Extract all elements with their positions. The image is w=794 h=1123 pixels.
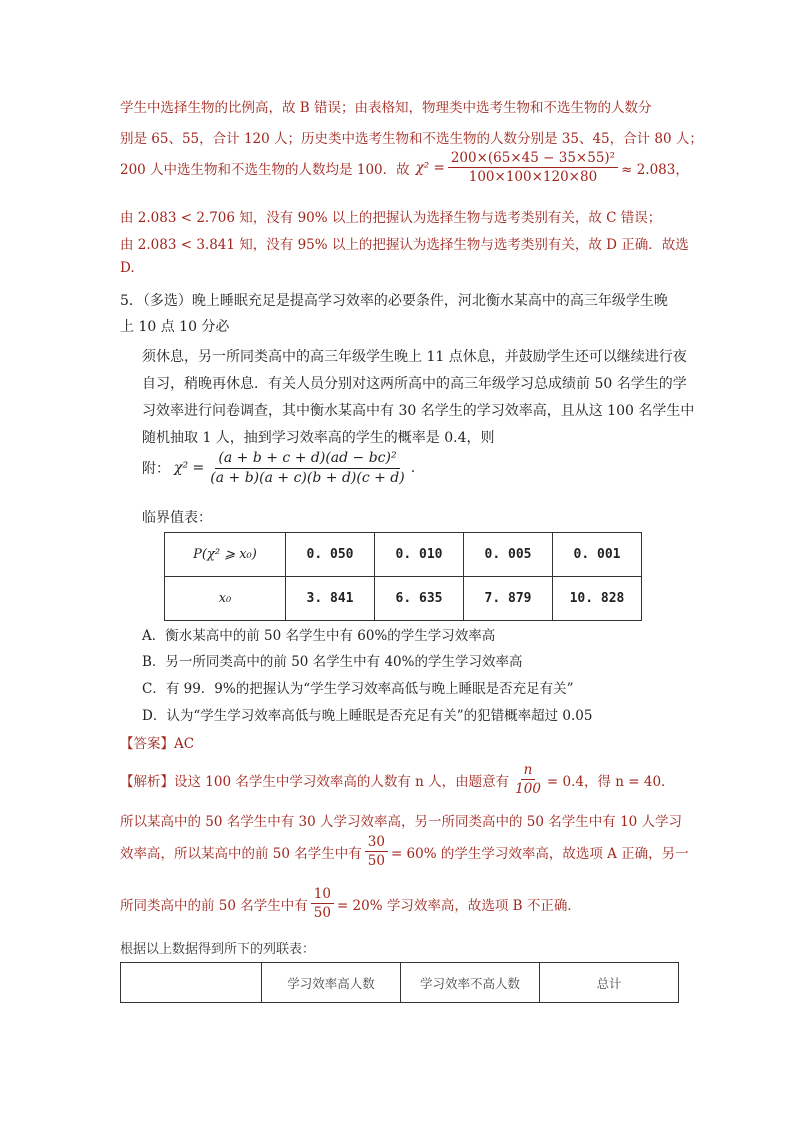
question-text: 自习，稍晚再休息．有关人员分别对这两所高中的高三年级学习总成绩前 50 名学生的学 xyxy=(142,376,687,392)
option-c: C．有 99．9%的把握认为“学生学习效率高低与晚上睡眠是否充足有关” xyxy=(142,681,574,697)
table-header-cell: 学习效率高人数 xyxy=(262,963,401,1003)
table-header-cell xyxy=(121,963,262,1003)
question-text: 5．（多选）晚上睡眠充足是提高学习效率的必要条件，河北衡水某高中的高三年级学生晚 xyxy=(120,293,668,309)
option-b: B．另一所同类高中的前 50 名学生中有 40%的学生学习效率高 xyxy=(142,654,523,670)
table-cell: 0. 005 xyxy=(464,533,553,577)
fraction-denominator: 50 xyxy=(367,853,385,870)
analysis-fraction xyxy=(512,762,544,797)
analysis-text: 所同类高中的前 50 名学生中有 xyxy=(120,897,308,914)
analysis-line xyxy=(120,886,581,921)
option-d: D．认为“学生学习效率高低与晚上睡眠是否充足有关”的犯错概率超过 0.05 xyxy=(142,708,593,724)
analysis-text: = 0.4，得 n = 40． xyxy=(546,773,675,790)
solution-line: 学生中选择生物的比例高，故 B 错误；由表格知，物理类中选考生物和不选生物的人数分 xyxy=(120,100,652,116)
table-header-cell: 学习效率不高人数 xyxy=(401,963,540,1003)
appendix-label: 附： xyxy=(142,461,170,478)
question-text: 随机抽取 1 人，抽到学习效率高的学生的概率是 0.4，则 xyxy=(142,430,495,446)
fraction-denominator: 50 xyxy=(313,905,331,922)
analysis-fraction xyxy=(311,886,334,921)
solution-formula-line xyxy=(120,150,689,185)
table-cell: 0. 010 xyxy=(375,533,464,577)
table-cell: 0. 050 xyxy=(286,533,375,577)
table-cell: 0. 001 xyxy=(553,533,642,577)
analysis-line: 所以某高中的 50 名学生中有 30 人学习效率高，另一所同类高中的 50 名学生中有 10 人学习 xyxy=(120,814,683,830)
table-cell: 6. 635 xyxy=(375,577,464,621)
analysis-text: = 60% 的学生学习效率高，故选项 A 正确，另一 xyxy=(390,845,689,862)
formula-line xyxy=(142,450,415,487)
solution-text: 200 人中选生物和不选生物的人数均是 100．故 xyxy=(120,161,410,178)
table-cell: 7. 879 xyxy=(464,577,553,621)
chi-square-formula xyxy=(207,450,407,487)
fraction-numerator: 10 xyxy=(311,886,334,904)
solution-text: ≈ 2.083， xyxy=(621,161,689,178)
chi-symbol: χ² = xyxy=(415,159,445,176)
contingency-table xyxy=(120,962,679,1003)
fraction-denominator: (a + b)(a + c)(b + d)(c + d) xyxy=(210,469,405,486)
fraction-numerator: 200×(65×45 − 35×55)² xyxy=(448,150,618,168)
fraction-denominator: 100 xyxy=(515,781,541,798)
formula-dot: . xyxy=(410,460,416,477)
question-text: 习效率进行问卷调查，其中衡水某高中有 30 名学生的学习效率高，且从这 100 名学生中 xyxy=(142,403,695,419)
solution-line: 由 2.083 < 3.841 知，没有 95% 以上的把握认为选择生物与选考类别有关，故 D 正确．故选 xyxy=(120,237,689,253)
table-row xyxy=(165,533,642,577)
analysis-text: = 20% 学习效率高，故选项 B 不正确． xyxy=(336,897,581,914)
fraction-denominator: 100×100×120×80 xyxy=(468,169,598,186)
table-header-cell: x₀ xyxy=(165,577,286,621)
table-cell: 3. 841 xyxy=(286,577,375,621)
table-title: 临界值表： xyxy=(142,510,212,526)
table-cell: 10. 828 xyxy=(553,577,642,621)
table-row xyxy=(121,963,679,1003)
analysis-line: 根据以上数据得到所下的列联表： xyxy=(120,942,316,957)
chi-symbol: χ² = xyxy=(174,460,205,477)
analysis-line xyxy=(120,762,675,797)
analysis-text: 效率高，所以某高中的前 50 名学生中有 xyxy=(120,845,362,862)
answer-label: 【答案】AC xyxy=(120,736,195,752)
fraction-numerator: (a + b + c + d)(ad − bc)² xyxy=(215,450,399,469)
analysis-text: 【解析】设这 100 名学生中学习效率高的人数有 n 人，由题意有 xyxy=(120,773,510,790)
table-row xyxy=(165,577,642,621)
option-a: A．衡水某高中的前 50 名学生中有 60%的学生学习效率高 xyxy=(142,628,496,644)
table-header-cell: P(χ² ⩾ x₀) xyxy=(165,533,286,577)
analysis-line xyxy=(120,834,689,869)
critical-value-table xyxy=(164,532,642,621)
fraction-numerator: n xyxy=(521,762,536,780)
solution-line: 由 2.083 < 2.706 知，没有 90% 以上的把握认为选择生物与选考类别有关，故 C 错误； xyxy=(120,210,662,226)
question-text: 上 10 点 10 分必 xyxy=(120,319,230,335)
table-header-cell: 总计 xyxy=(540,963,679,1003)
analysis-fraction xyxy=(365,834,388,869)
fraction-numerator: 30 xyxy=(365,834,388,852)
question-text: 须休息，另一所同类高中的高三年级学生晚上 11 点休息，并鼓励学生还可以继续进行夜 xyxy=(142,349,687,365)
solution-line: 别是 65、55，合计 120 人；历史类中选考生物和不选生物的人数分别是 35、45，合计 80 人； xyxy=(120,131,703,147)
chi-fraction xyxy=(448,150,618,185)
solution-line: D. xyxy=(120,260,135,276)
